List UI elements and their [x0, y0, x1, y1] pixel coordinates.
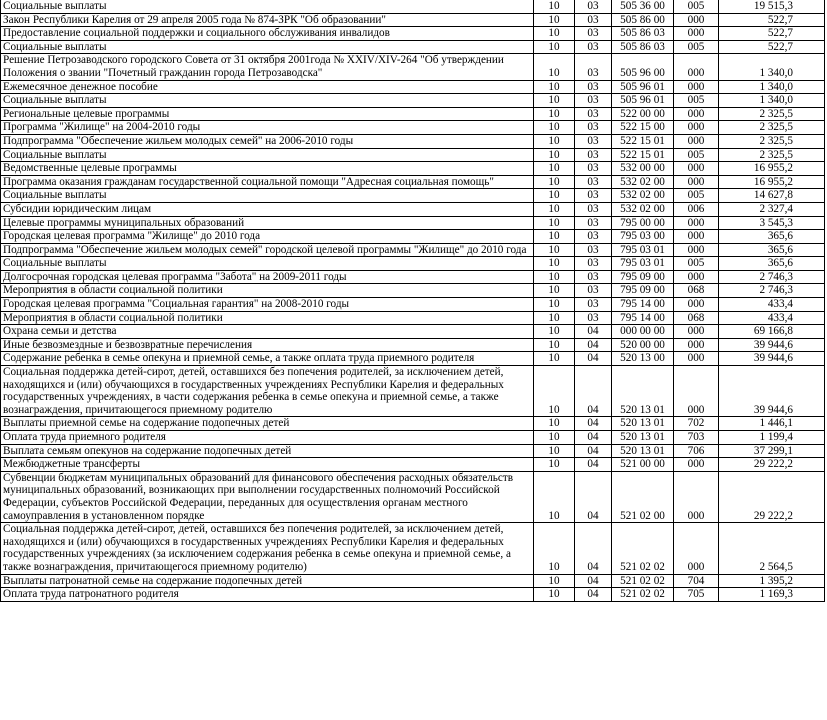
- cell-subsection-code: 03: [575, 189, 612, 203]
- table-row: [1, 230, 825, 244]
- cell-amount: 39 944,6: [719, 366, 825, 417]
- cell-item-name: Социальные выплаты: [1, 189, 534, 203]
- cell-amount: 2 325,5: [719, 148, 825, 162]
- cell-section-code: 10: [534, 202, 575, 216]
- cell-amount: 37 299,1: [719, 444, 825, 458]
- cell-amount: 16 955,2: [719, 162, 825, 176]
- cell-expense-type-code: 005: [674, 189, 719, 203]
- cell-amount: 522,7: [719, 13, 825, 27]
- cell-target-article-code: 505 86 03: [612, 27, 674, 41]
- cell-target-article-code: 505 86 00: [612, 13, 674, 27]
- cell-section-code: 10: [534, 574, 575, 588]
- cell-subsection-code: 03: [575, 13, 612, 27]
- table-row: [1, 431, 825, 445]
- cell-expense-type-code: 005: [674, 257, 719, 271]
- cell-section-code: 10: [534, 257, 575, 271]
- cell-target-article-code: 505 96 00: [612, 54, 674, 80]
- cell-target-article-code: 795 03 00: [612, 230, 674, 244]
- cell-subsection-code: 04: [575, 431, 612, 445]
- cell-target-article-code: 520 13 00: [612, 352, 674, 366]
- cell-item-name: Программа "Жилище" на 2004-2010 годы: [1, 121, 534, 135]
- cell-item-name: Городская целевая программа "Социальная гарантия" на 2008-2010 годы: [1, 298, 534, 312]
- cell-expense-type-code: 000: [674, 230, 719, 244]
- cell-item-name: Решение Петрозаводского городского Совета от 31 октября 2001года № XXIV/XIV-264 "Об утверждении Положения о звании "Почетный гражданин города Петрозаводска": [1, 54, 534, 80]
- cell-section-code: 10: [534, 298, 575, 312]
- table-row: [1, 189, 825, 203]
- cell-item-name: Подпрограмма "Обеспечение жильем молодых семей" городской целевой программы "Жилище" до 2010 года: [1, 243, 534, 257]
- cell-expense-type-code: 000: [674, 216, 719, 230]
- cell-item-name: Выплата семьям опекунов на содержание подопечных детей: [1, 444, 534, 458]
- table-row: [1, 417, 825, 431]
- cell-subsection-code: 03: [575, 80, 612, 94]
- cell-subsection-code: 03: [575, 54, 612, 80]
- cell-section-code: 10: [534, 27, 575, 41]
- cell-amount: 39 944,6: [719, 352, 825, 366]
- cell-subsection-code: 04: [575, 588, 612, 602]
- cell-section-code: 10: [534, 431, 575, 445]
- cell-section-code: 10: [534, 471, 575, 522]
- cell-target-article-code: 532 02 00: [612, 189, 674, 203]
- cell-section-code: 10: [534, 189, 575, 203]
- cell-target-article-code: 795 00 00: [612, 216, 674, 230]
- table-row: [1, 0, 825, 13]
- cell-section-code: 10: [534, 175, 575, 189]
- cell-subsection-code: 03: [575, 175, 612, 189]
- cell-target-article-code: 522 15 01: [612, 148, 674, 162]
- cell-target-article-code: 505 96 01: [612, 80, 674, 94]
- cell-item-name: Социальные выплаты: [1, 257, 534, 271]
- cell-item-name: Целевые программы муниципальных образований: [1, 216, 534, 230]
- table-row: [1, 121, 825, 135]
- cell-amount: 14 627,8: [719, 189, 825, 203]
- cell-amount: 1 340,0: [719, 54, 825, 80]
- cell-amount: 2 564,5: [719, 523, 825, 574]
- cell-section-code: 10: [534, 40, 575, 54]
- cell-item-name: Социальная поддержка детей-сирот, детей, оставшихся без попечения родителей, за исключением детей, находящихся и (или) обучающихся в государственных учреждениях Республики Карелия и федеральных государственных учреждениях, в части содержания ребенка в семье опекуна и приемной семье, а также вознаграждения, причитающегося приемному родителю: [1, 366, 534, 417]
- cell-item-name: Социальные выплаты: [1, 94, 534, 108]
- cell-item-name: Городская целевая программа "Жилище" до 2010 года: [1, 230, 534, 244]
- cell-expense-type-code: 702: [674, 417, 719, 431]
- table-row: [1, 338, 825, 352]
- cell-item-name: Ежемесячное денежное пособие: [1, 80, 534, 94]
- cell-amount: 3 545,3: [719, 216, 825, 230]
- cell-subsection-code: 03: [575, 27, 612, 41]
- cell-target-article-code: 795 14 00: [612, 298, 674, 312]
- cell-target-article-code: 521 02 02: [612, 523, 674, 574]
- cell-amount: 2 327,4: [719, 202, 825, 216]
- cell-expense-type-code: 000: [674, 270, 719, 284]
- table-row: [1, 284, 825, 298]
- cell-expense-type-code: 000: [674, 471, 719, 522]
- cell-target-article-code: 795 03 01: [612, 257, 674, 271]
- cell-subsection-code: 03: [575, 40, 612, 54]
- cell-item-name: Охрана семьи и детства: [1, 325, 534, 339]
- cell-item-name: Содержание ребенка в семье опекуна и приемной семье, а также оплата труда приемного родителя: [1, 352, 534, 366]
- cell-section-code: 10: [534, 325, 575, 339]
- cell-expense-type-code: 006: [674, 202, 719, 216]
- cell-item-name: Закон Республики Карелия от 29 апреля 2005 года № 874-ЗРК "Об образовании": [1, 13, 534, 27]
- cell-amount: 433,4: [719, 298, 825, 312]
- cell-section-code: 10: [534, 284, 575, 298]
- cell-target-article-code: 795 14 00: [612, 311, 674, 325]
- cell-target-article-code: 505 36 00: [612, 0, 674, 13]
- cell-amount: 2 325,5: [719, 134, 825, 148]
- cell-subsection-code: 03: [575, 107, 612, 121]
- cell-target-article-code: 521 02 02: [612, 588, 674, 602]
- cell-item-name: Социальная поддержка детей-сирот, детей, оставшихся без попечения родителей, за исключением детей, находящихся и (или) обучающихся в государственных учреждениях Республики Карелия и федеральных государственных учреждениях (за исключением содержания ребенка в семье опекуна и приемной семье, а также вознаграждения, причитающегося приемному родителю): [1, 523, 534, 574]
- cell-subsection-code: 03: [575, 298, 612, 312]
- cell-section-code: 10: [534, 230, 575, 244]
- cell-section-code: 10: [534, 94, 575, 108]
- cell-expense-type-code: 000: [674, 325, 719, 339]
- cell-expense-type-code: 000: [674, 352, 719, 366]
- cell-item-name: Мероприятия в области социальной политики: [1, 284, 534, 298]
- cell-target-article-code: 520 13 01: [612, 431, 674, 445]
- cell-section-code: 10: [534, 13, 575, 27]
- cell-expense-type-code: 704: [674, 574, 719, 588]
- table-row: [1, 588, 825, 602]
- cell-section-code: 10: [534, 588, 575, 602]
- cell-item-name: Программа оказания гражданам государственной социальной помощи "Адресная социальная помощь": [1, 175, 534, 189]
- cell-section-code: 10: [534, 162, 575, 176]
- cell-amount: 29 222,2: [719, 458, 825, 472]
- cell-subsection-code: 03: [575, 148, 612, 162]
- table-row: [1, 458, 825, 472]
- cell-target-article-code: 520 13 01: [612, 444, 674, 458]
- table-row: [1, 148, 825, 162]
- cell-amount: 2 746,3: [719, 284, 825, 298]
- cell-item-name: Социальные выплаты: [1, 148, 534, 162]
- table-row: [1, 27, 825, 41]
- table-row: [1, 311, 825, 325]
- cell-section-code: 10: [534, 417, 575, 431]
- cell-expense-type-code: 000: [674, 298, 719, 312]
- cell-target-article-code: 532 02 00: [612, 175, 674, 189]
- cell-expense-type-code: 000: [674, 54, 719, 80]
- cell-expense-type-code: 000: [674, 13, 719, 27]
- cell-expense-type-code: 000: [674, 338, 719, 352]
- cell-expense-type-code: 000: [674, 243, 719, 257]
- table-row: [1, 54, 825, 80]
- cell-section-code: 10: [534, 366, 575, 417]
- cell-expense-type-code: 000: [674, 121, 719, 135]
- cell-item-name: Подпрограмма "Обеспечение жильем молодых семей" на 2006-2010 годы: [1, 134, 534, 148]
- cell-subsection-code: 03: [575, 202, 612, 216]
- table-row: [1, 162, 825, 176]
- cell-subsection-code: 04: [575, 523, 612, 574]
- cell-item-name: Субвенции бюджетам муниципальных образований для финансового обеспечения расходных обязательств муниципальных образований, возникающих при выполнении государственных полномочий Российской Федерации, субъектов Российской Федерации, переданных для осуществления органам местного самоуправления в установленном порядке: [1, 471, 534, 522]
- table-row: [1, 94, 825, 108]
- cell-target-article-code: 795 03 01: [612, 243, 674, 257]
- table-row: [1, 325, 825, 339]
- cell-amount: 522,7: [719, 27, 825, 41]
- cell-amount: 365,6: [719, 243, 825, 257]
- table-row: [1, 80, 825, 94]
- cell-target-article-code: 521 00 00: [612, 458, 674, 472]
- cell-subsection-code: 03: [575, 216, 612, 230]
- cell-item-name: Выплаты патронатной семье на содержание подопечных детей: [1, 574, 534, 588]
- cell-expense-type-code: 000: [674, 162, 719, 176]
- cell-section-code: 10: [534, 148, 575, 162]
- cell-amount: 16 955,2: [719, 175, 825, 189]
- cell-expense-type-code: 000: [674, 523, 719, 574]
- table-row: [1, 202, 825, 216]
- cell-subsection-code: 04: [575, 366, 612, 417]
- table-row: [1, 40, 825, 54]
- cell-section-code: 10: [534, 270, 575, 284]
- cell-section-code: 10: [534, 216, 575, 230]
- cell-subsection-code: 03: [575, 162, 612, 176]
- cell-target-article-code: 521 02 02: [612, 574, 674, 588]
- cell-amount: 39 944,6: [719, 338, 825, 352]
- cell-subsection-code: 04: [575, 574, 612, 588]
- cell-target-article-code: 505 96 01: [612, 94, 674, 108]
- table-row: [1, 134, 825, 148]
- cell-subsection-code: 03: [575, 257, 612, 271]
- cell-item-name: Предоставление социальной поддержки и социального обслуживания инвалидов: [1, 27, 534, 41]
- cell-section-code: 10: [534, 0, 575, 13]
- cell-section-code: 10: [534, 523, 575, 574]
- cell-expense-type-code: 068: [674, 284, 719, 298]
- cell-item-name: Межбюджетные трансферты: [1, 458, 534, 472]
- cell-section-code: 10: [534, 352, 575, 366]
- cell-expense-type-code: 005: [674, 0, 719, 13]
- cell-section-code: 10: [534, 458, 575, 472]
- cell-expense-type-code: 000: [674, 175, 719, 189]
- cell-expense-type-code: 000: [674, 80, 719, 94]
- cell-section-code: 10: [534, 121, 575, 135]
- cell-expense-type-code: 005: [674, 148, 719, 162]
- cell-target-article-code: 520 13 01: [612, 417, 674, 431]
- cell-subsection-code: 03: [575, 0, 612, 13]
- cell-target-article-code: 000 00 00: [612, 325, 674, 339]
- cell-subsection-code: 04: [575, 338, 612, 352]
- cell-subsection-code: 04: [575, 325, 612, 339]
- cell-section-code: 10: [534, 80, 575, 94]
- cell-item-name: Социальные выплаты: [1, 40, 534, 54]
- cell-amount: 1 395,2: [719, 574, 825, 588]
- cell-subsection-code: 03: [575, 311, 612, 325]
- table-row: [1, 298, 825, 312]
- table-row: [1, 444, 825, 458]
- cell-section-code: 10: [534, 311, 575, 325]
- cell-expense-type-code: 703: [674, 431, 719, 445]
- cell-section-code: 10: [534, 338, 575, 352]
- cell-target-article-code: 522 15 00: [612, 121, 674, 135]
- cell-amount: 1 446,1: [719, 417, 825, 431]
- cell-item-name: Социальные выплаты: [1, 0, 534, 13]
- table-row: [1, 366, 825, 417]
- cell-expense-type-code: 068: [674, 311, 719, 325]
- table-row: [1, 13, 825, 27]
- table-row: [1, 270, 825, 284]
- cell-item-name: Ведомственные целевые программы: [1, 162, 534, 176]
- cell-subsection-code: 04: [575, 444, 612, 458]
- cell-subsection-code: 03: [575, 243, 612, 257]
- cell-amount: 365,6: [719, 257, 825, 271]
- cell-item-name: Мероприятия в области социальной политики: [1, 311, 534, 325]
- cell-subsection-code: 04: [575, 471, 612, 522]
- cell-amount: 2 746,3: [719, 270, 825, 284]
- cell-amount: 2 325,5: [719, 121, 825, 135]
- table-row: [1, 243, 825, 257]
- cell-item-name: Долгосрочная городская целевая программа "Забота" на 2009-2011 годы: [1, 270, 534, 284]
- cell-amount: 1 199,4: [719, 431, 825, 445]
- cell-amount: 522,7: [719, 40, 825, 54]
- cell-subsection-code: 04: [575, 417, 612, 431]
- table-row: [1, 175, 825, 189]
- cell-expense-type-code: 000: [674, 27, 719, 41]
- cell-subsection-code: 03: [575, 230, 612, 244]
- cell-target-article-code: 532 00 00: [612, 162, 674, 176]
- cell-subsection-code: 03: [575, 134, 612, 148]
- cell-expense-type-code: 706: [674, 444, 719, 458]
- table-row: [1, 107, 825, 121]
- cell-item-name: Иные безвозмездные и безвозвратные перечисления: [1, 338, 534, 352]
- cell-section-code: 10: [534, 54, 575, 80]
- table-row: [1, 257, 825, 271]
- cell-item-name: Региональные целевые программы: [1, 107, 534, 121]
- budget-table-body: [1, 0, 825, 601]
- cell-expense-type-code: 705: [674, 588, 719, 602]
- table-row: [1, 523, 825, 574]
- cell-target-article-code: 532 02 00: [612, 202, 674, 216]
- cell-amount: 1 169,3: [719, 588, 825, 602]
- table-row: [1, 471, 825, 522]
- cell-item-name: Оплата труда приемного родителя: [1, 431, 534, 445]
- cell-amount: 2 325,5: [719, 107, 825, 121]
- cell-subsection-code: 03: [575, 121, 612, 135]
- cell-amount: 29 222,2: [719, 471, 825, 522]
- cell-item-name: Оплата труда патронатного родителя: [1, 588, 534, 602]
- cell-expense-type-code: 000: [674, 134, 719, 148]
- cell-item-name: Субсидии юридическим лицам: [1, 202, 534, 216]
- table-row: [1, 574, 825, 588]
- cell-target-article-code: 522 00 00: [612, 107, 674, 121]
- cell-expense-type-code: 005: [674, 40, 719, 54]
- cell-section-code: 10: [534, 243, 575, 257]
- cell-target-article-code: 505 86 03: [612, 40, 674, 54]
- cell-target-article-code: 795 09 00: [612, 270, 674, 284]
- cell-amount: 69 166,8: [719, 325, 825, 339]
- cell-expense-type-code: 000: [674, 107, 719, 121]
- cell-expense-type-code: 005: [674, 94, 719, 108]
- cell-target-article-code: 521 02 00: [612, 471, 674, 522]
- cell-subsection-code: 04: [575, 458, 612, 472]
- cell-amount: 1 340,0: [719, 94, 825, 108]
- cell-subsection-code: 04: [575, 352, 612, 366]
- cell-item-name: Выплаты приемной семье на содержание подопечных детей: [1, 417, 534, 431]
- table-row: [1, 216, 825, 230]
- cell-amount: 365,6: [719, 230, 825, 244]
- cell-subsection-code: 03: [575, 270, 612, 284]
- cell-target-article-code: 520 00 00: [612, 338, 674, 352]
- cell-subsection-code: 03: [575, 284, 612, 298]
- cell-expense-type-code: 000: [674, 458, 719, 472]
- cell-section-code: 10: [534, 107, 575, 121]
- cell-section-code: 10: [534, 444, 575, 458]
- cell-subsection-code: 03: [575, 94, 612, 108]
- cell-amount: 433,4: [719, 311, 825, 325]
- cell-expense-type-code: 000: [674, 366, 719, 417]
- cell-amount: 1 340,0: [719, 80, 825, 94]
- cell-amount: 19 515,3: [719, 0, 825, 13]
- cell-section-code: 10: [534, 134, 575, 148]
- cell-target-article-code: 795 09 00: [612, 284, 674, 298]
- cell-target-article-code: 522 15 01: [612, 134, 674, 148]
- table-row: [1, 352, 825, 366]
- cell-target-article-code: 520 13 01: [612, 366, 674, 417]
